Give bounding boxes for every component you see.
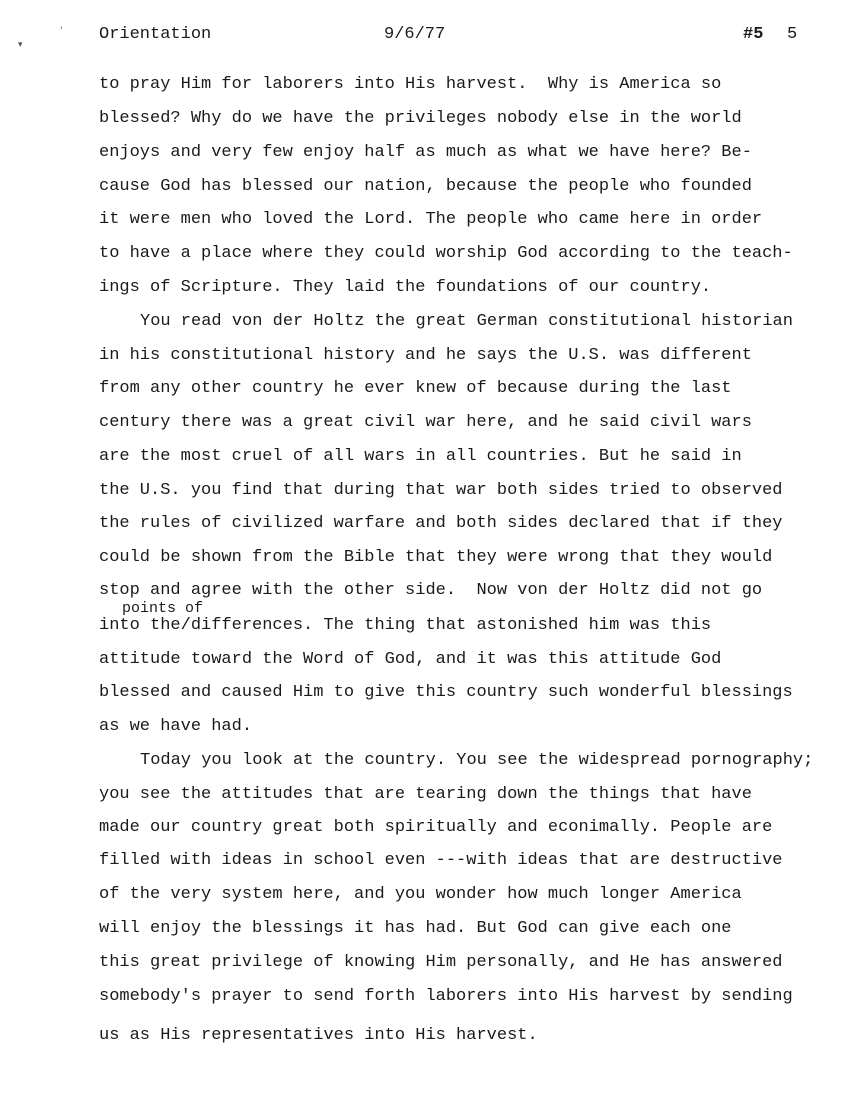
document-date: 9/6/77 [384,25,446,44]
document-title: Orientation [99,25,212,44]
text-line: will enjoy the blessings it has had. But God can give each one [99,919,732,938]
text-line: the U.S. you find that during that war both sides tried to observed [99,481,783,500]
text-line: Today you look at the country. You see the widespread pornography; [140,751,814,770]
text-line: into the/differences. The thing that astonished him was this [99,616,712,635]
text-line: of the very system here, and you wonder how much longer America [99,885,742,904]
page-marker: #5 [743,25,764,44]
text-line: You read von der Holtz the great German constitutional historian [140,312,793,331]
text-line: stop and agree with the other side. Now von der Holtz did not go [99,581,763,600]
text-line: from any other country he ever knew of because during the last [99,379,732,398]
text-line: blessed? Why do we have the privileges nobody else in the world [99,109,742,128]
text-line: century there was a great civil war here, and he said civil wars [99,413,752,432]
text-line: to pray Him for laborers into His harvest. Why is America so [99,75,722,94]
text-line: cause God has blessed our nation, because the people who founded [99,177,752,196]
scan-speck: ' [60,26,63,36]
text-line: you see the attitudes that are tearing down the things that have [99,785,752,804]
text-line: to have a place where they could worship God according to the teach- [99,244,793,263]
text-line: made our country great both spiritually and econimally. People are [99,818,773,837]
text-line: are the most cruel of all wars in all countries. But he said in [99,447,742,466]
text-line: as we have had. [99,717,253,736]
text-line: in his constitutional history and he says the U.S. was different [99,346,752,365]
page-number: 5 [787,25,798,44]
scan-speck: ▾ [18,40,23,50]
text-line: attitude toward the Word of God, and it was this attitude God [99,650,722,669]
text-line: ings of Scripture. They laid the foundations of our country. [99,278,712,297]
handwritten-insertion: points of [122,600,204,617]
text-line: enjoys and very few enjoy half as much as what we have here? Be- [99,143,752,162]
text-line: could be shown from the Bible that they were wrong that they would [99,548,773,567]
text-line: it were men who loved the Lord. The people who came here in order [99,210,763,229]
text-line: this great privilege of knowing Him personally, and He has answered [99,953,783,972]
text-line: the rules of civilized warfare and both sides declared that if they [99,514,783,533]
text-line: filled with ideas in school even ---with ideas that are destructive [99,851,783,870]
text-line: us as His representatives into His harvest. [99,1026,538,1045]
text-line: blessed and caused Him to give this country such wonderful blessings [99,683,793,702]
text-line: somebody's prayer to send forth laborers into His harvest by sending [99,987,793,1006]
